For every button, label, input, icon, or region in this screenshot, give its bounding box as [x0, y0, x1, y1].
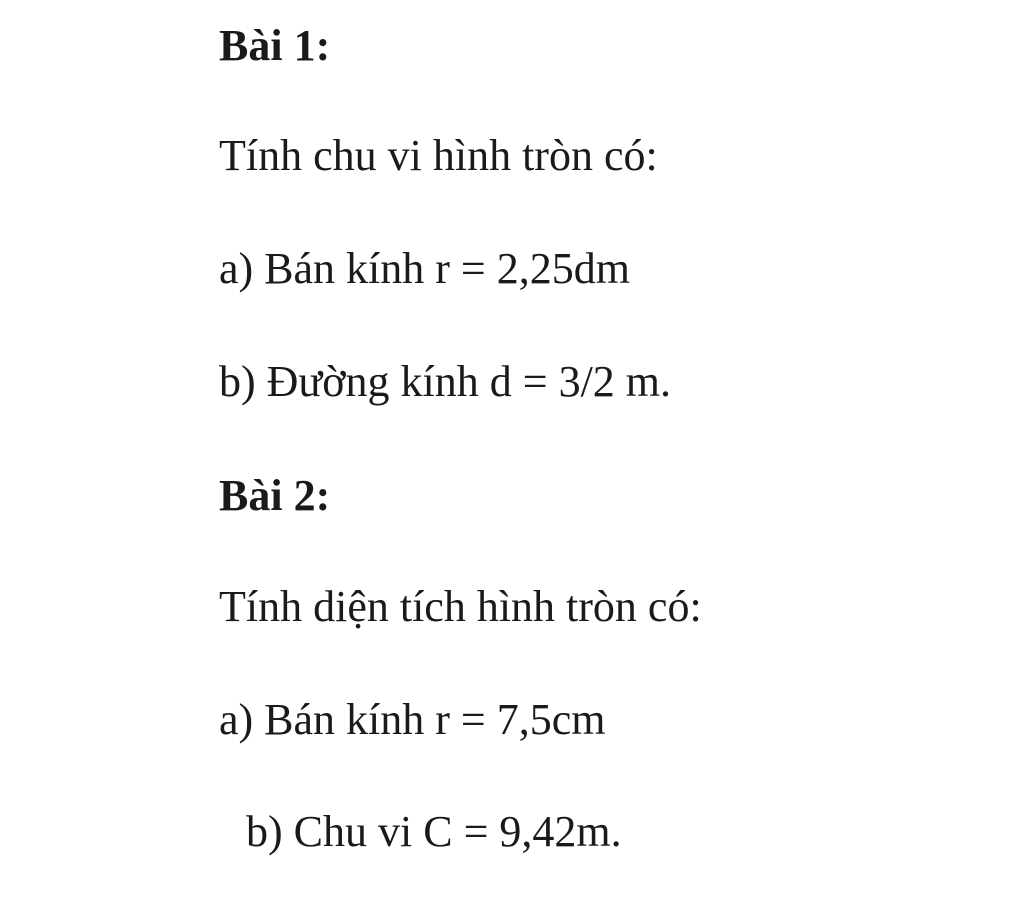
- exercise-2-item-b: b) Chu vi C = 9,42m.: [246, 807, 622, 856]
- exercise-1-item-a: a) Bán kính r = 2,25dm: [219, 244, 630, 293]
- exercise-2-heading: Bài 2:: [219, 471, 331, 520]
- exercise-1-heading: Bài 1:: [219, 21, 331, 70]
- exercise-1-prompt: Tính chu vi hình tròn có:: [219, 131, 658, 180]
- exercise-2-item-a: a) Bán kính r = 7,5cm: [219, 695, 606, 744]
- exercise-1-item-b: b) Đường kính d = 3/2 m.: [219, 357, 672, 406]
- exercise-2-prompt: Tính diện tích hình tròn có:: [219, 582, 702, 631]
